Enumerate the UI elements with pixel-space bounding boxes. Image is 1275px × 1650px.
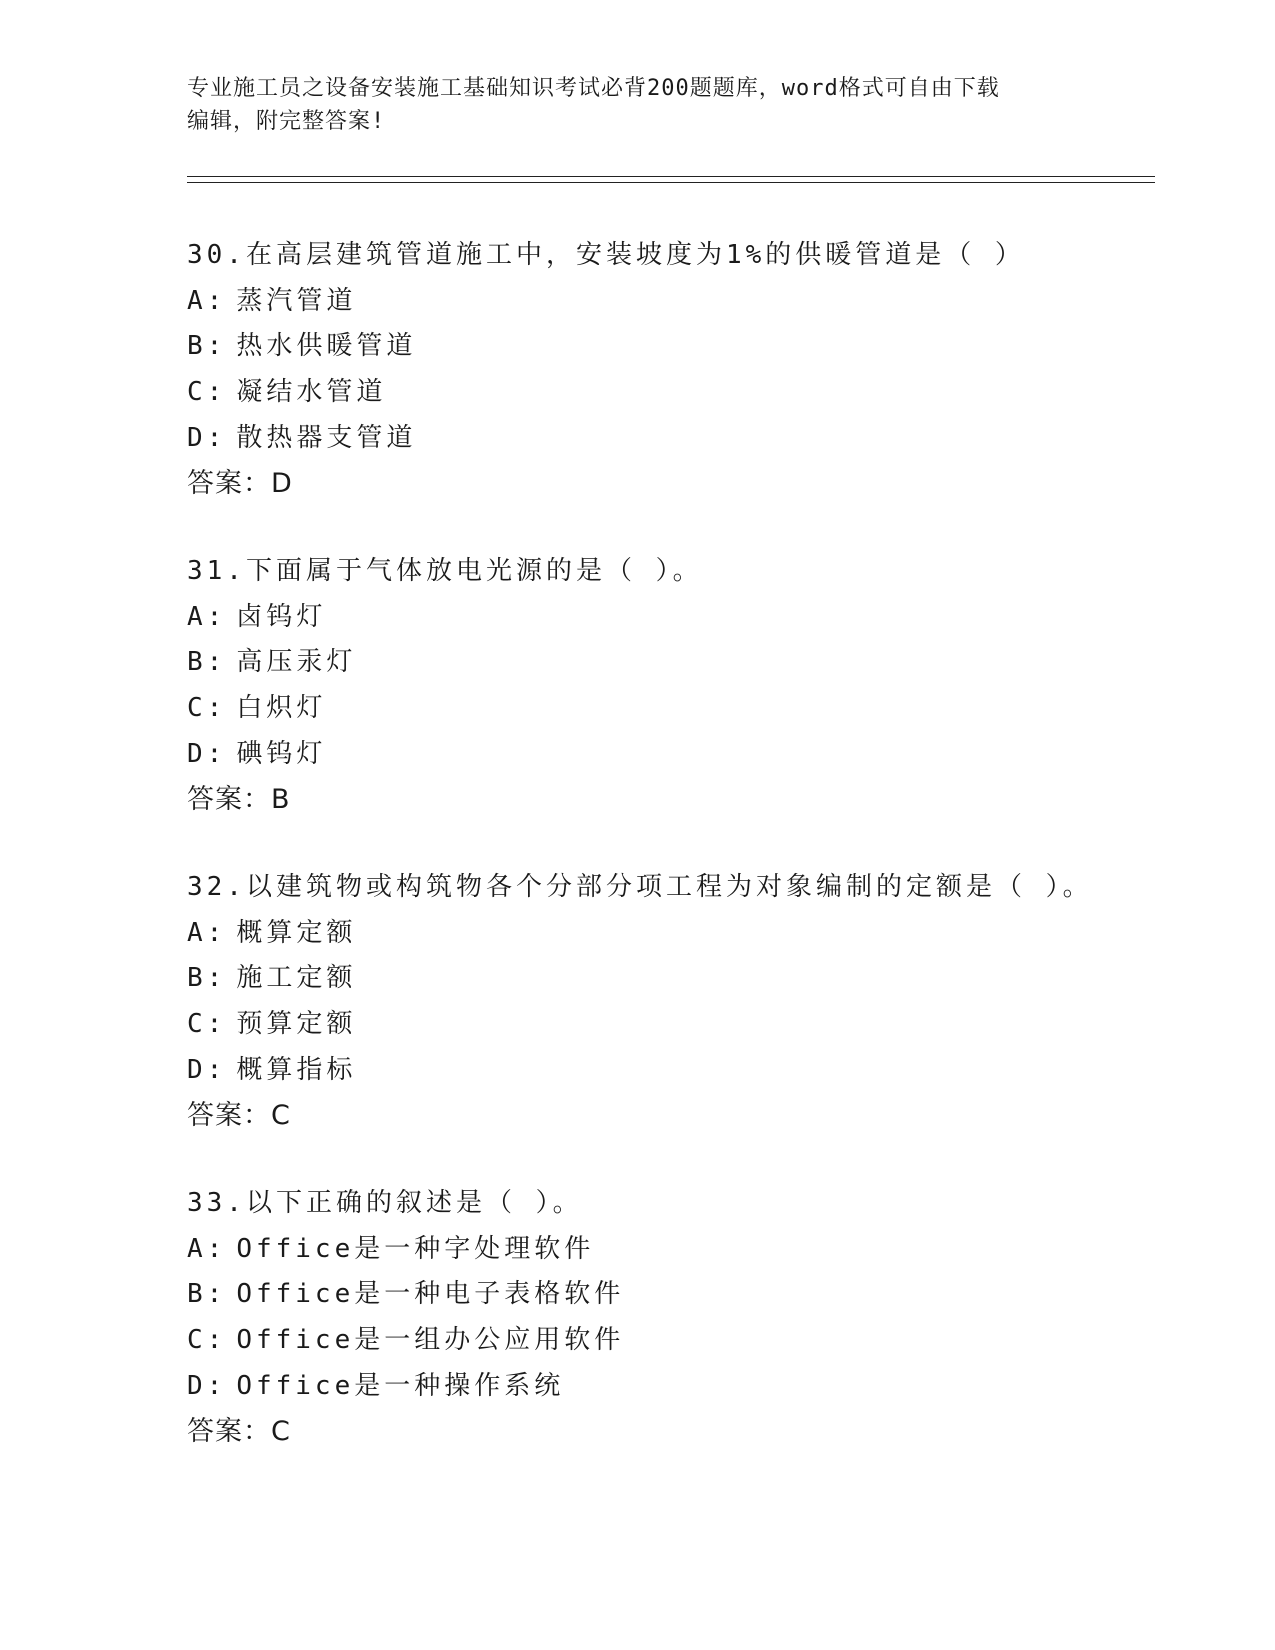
option-c	[187, 686, 1167, 732]
option-letter: D:	[187, 1054, 227, 1085]
option-letter: B:	[187, 963, 227, 994]
option-c	[187, 1318, 1167, 1364]
header-line-2: 编辑，附完整答案!	[187, 109, 386, 134]
option-text: 概算定额	[236, 917, 357, 948]
question-stem: 33.以下正确的叙述是（ ）。	[187, 1188, 583, 1218]
option-letter: C:	[187, 377, 227, 408]
option-text: Office是一组办公应用软件	[236, 1325, 625, 1356]
option-a	[187, 279, 1167, 325]
answer-line: 答案：C	[187, 1416, 291, 1448]
answer-line: 答案：C	[187, 1100, 291, 1132]
option-b	[187, 324, 1167, 370]
option-letter: D:	[187, 1370, 227, 1401]
option-text: Office是一种操作系统	[236, 1370, 565, 1401]
option-text: Office是一种电子表格软件	[236, 1279, 625, 1310]
option-d	[187, 1048, 1167, 1094]
option-d	[187, 732, 1167, 778]
option-letter: B:	[187, 647, 227, 678]
option-letter: B:	[187, 1279, 227, 1310]
option-letter: C:	[187, 693, 227, 724]
option-a	[187, 595, 1167, 641]
answer-line: 答案：D	[187, 468, 293, 500]
question-stem: 30.在高层建筑管道施工中，安装坡度为1%的供暖管道是（ ）	[187, 240, 1025, 270]
option-text: 白炽灯	[236, 693, 327, 724]
question-stem: 31.下面属于气体放电光源的是（ ）。	[187, 556, 703, 586]
option-text: 热水供暖管道	[236, 331, 417, 362]
option-text: 施工定额	[236, 963, 357, 994]
option-letter: A:	[187, 917, 227, 948]
option-letter: C:	[187, 1009, 227, 1040]
option-c	[187, 370, 1167, 416]
option-text: 概算指标	[236, 1054, 357, 1085]
header-line-1: 专业施工员之设备安装施工基础知识考试必背200题题库，word格式可自由下载	[187, 76, 1000, 101]
question-33	[187, 1181, 1167, 1455]
option-letter: A:	[187, 601, 227, 632]
option-text: 高压汞灯	[236, 647, 357, 678]
option-b	[187, 956, 1167, 1002]
answer-line: 答案：B	[187, 784, 291, 816]
option-text: 预算定额	[236, 1009, 357, 1040]
option-c	[187, 1002, 1167, 1048]
option-text: Office是一种字处理软件	[236, 1233, 595, 1264]
option-text: 凝结水管道	[236, 377, 387, 408]
option-a	[187, 1227, 1167, 1273]
option-d	[187, 1364, 1167, 1410]
option-a	[187, 911, 1167, 957]
question-stem: 32.以建筑物或构筑物各个分部分项工程为对象编制的定额是（ ）。	[187, 872, 1093, 902]
option-text: 散热器支管道	[236, 422, 417, 453]
option-text: 碘钨灯	[236, 738, 327, 769]
option-letter: B:	[187, 331, 227, 362]
header-divider-bottom	[187, 182, 1155, 183]
option-b	[187, 640, 1167, 686]
question-31	[187, 549, 1167, 823]
option-d	[187, 416, 1167, 462]
option-letter: A:	[187, 285, 227, 316]
document-header	[187, 72, 1067, 138]
option-letter: D:	[187, 738, 227, 769]
question-30	[187, 233, 1167, 507]
question-32	[187, 865, 1167, 1139]
option-letter: C:	[187, 1325, 227, 1356]
option-text: 卤钨灯	[236, 601, 327, 632]
option-letter: D:	[187, 422, 227, 453]
option-b	[187, 1272, 1167, 1318]
option-text: 蒸汽管道	[236, 285, 357, 316]
header-divider-top	[187, 176, 1155, 177]
option-letter: A:	[187, 1233, 227, 1264]
